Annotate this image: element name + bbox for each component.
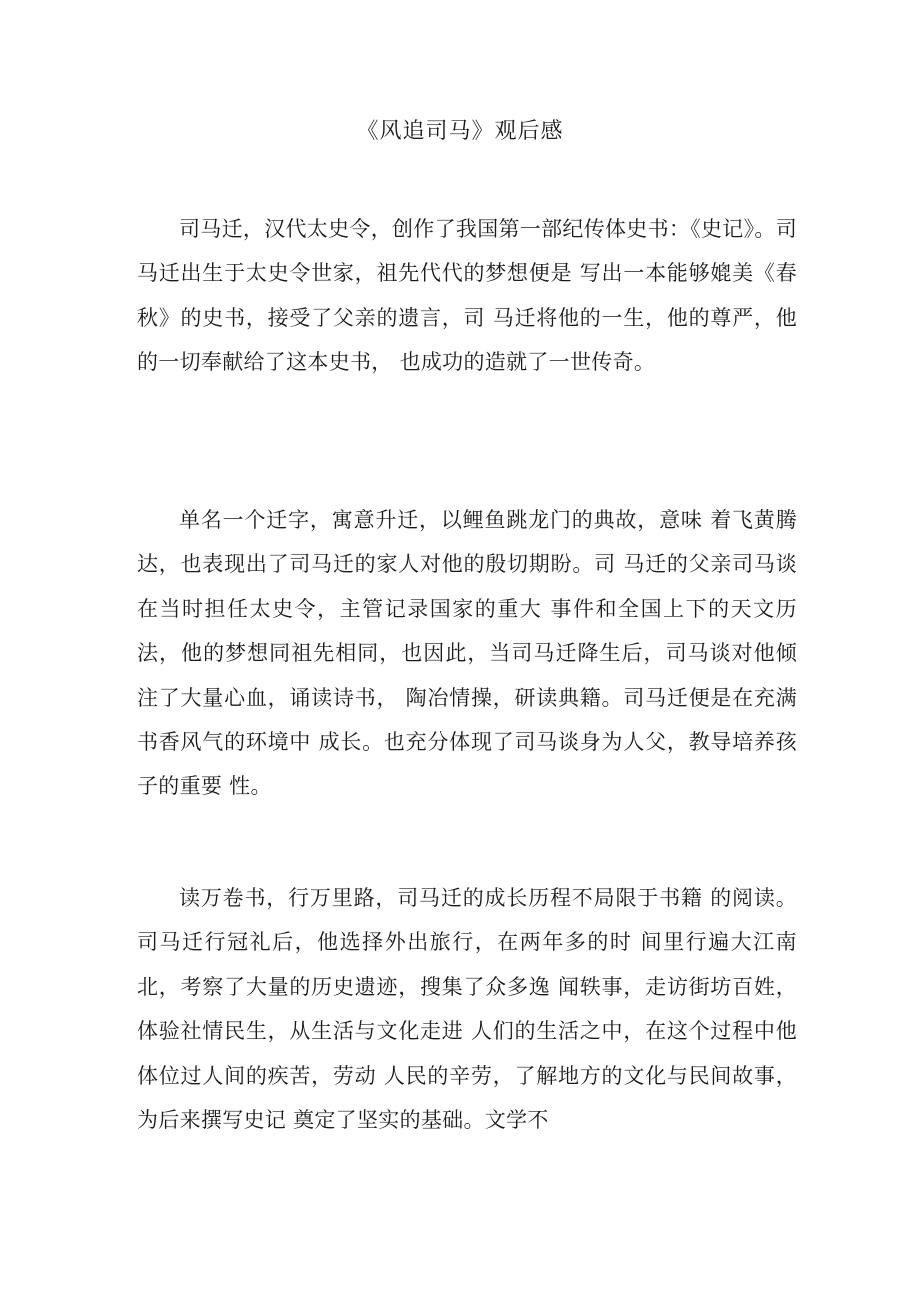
paragraph-3: 读万卷书，行万里路，司马迁的成长历程不局限于书籍 的阅读。司马迁行冠礼后，他选择外出旅行，在两年多的时 间里行遍大江南北，考察了大量的历史遗迹，搜集了众多逸 闻轶事，走访街坊百姓，体验社情民生，从生活与文化走进 人们的生活之中，在这个过程中他体位过人间的疾苦，劳动 人民的辛劳，了解地方的文化与民间故事，为后来撰写史记 奠定了坚实的基础。文学不 — [137, 886, 797, 1133]
document-title: 《风追司马》观后感 — [356, 119, 564, 144]
paragraph-1: 司马迁，汉代太史令，创作了我国第一部纪传体史书：《史记》。司马迁出生于太史令世家，祖先代代的梦想便是 写出一本能够媲美《春秋》的史书，接受了父亲的遗言，司 马迁将他的一生，他的尊严，他的一切奉献给了这本史书， 也成功的造就了一世传奇。 — [137, 217, 797, 375]
paragraph-2: 单名一个迁字，寓意升迁，以鲤鱼跳龙门的典故，意味 着飞黄腾达，也表现出了司马迁的家人对他的殷切期盼。司 马迁的父亲司马谈在当时担任太史令，主管记录国家的重大 事件和全国上下的天文历法，他的梦想同祖先相同，也因此，当司马迁降生后，司马谈对他倾注了大量心血，诵读诗书， 陶冶情操，研读典籍。司马迁便是在充满书香风气的环境中 成长。也充分体现了司马谈身为人父，教导培养孩子的重要 性。 — [137, 508, 797, 799]
